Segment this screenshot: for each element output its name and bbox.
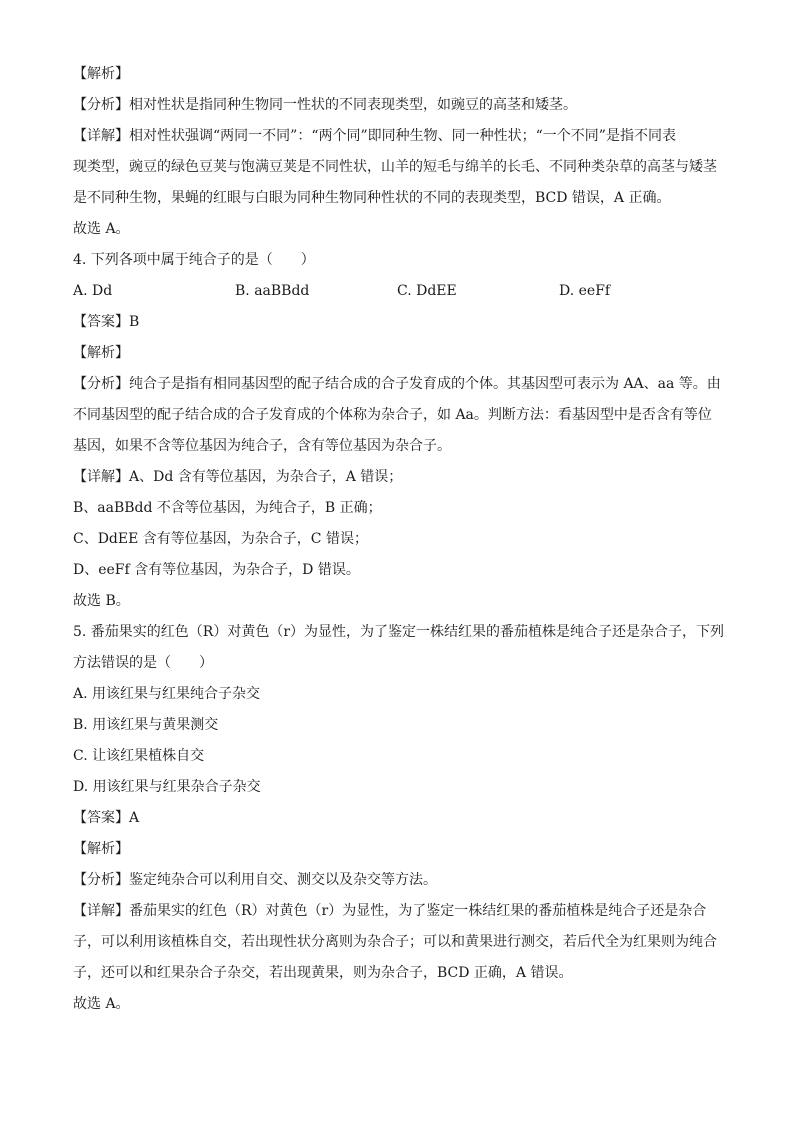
q4-xiangjie-b: B、aaBBdd 不含等位基因，为纯合子，B 正确； bbox=[73, 500, 382, 516]
q5-analysis-heading: 【解析】 bbox=[73, 841, 129, 857]
q4-xiangjie-c: C、DdEE 含有等位基因，为杂合子，C 错误； bbox=[73, 531, 368, 547]
q5-option-c: C. 让该红果植株自交 bbox=[73, 748, 205, 764]
q3-conclusion: 故选 A。 bbox=[73, 221, 130, 237]
q4-xiangjie-d: D、eeFf 含有等位基因，为杂合子，D 错误。 bbox=[73, 562, 360, 578]
q4-answer: 【答案】B bbox=[73, 314, 140, 330]
q3-xiangjie: 【详解】相对性状强调“两同一不同”：“两个同”即同种生物、同一种性状；“一个不同”是指不同表 现类型，豌豆的绿色豆荚与饱满豆荚是不同性状，山羊的短毛与绵羊的长毛、不同种类杂草的高茎与矮茎 是不同种生物，果蝇的红眼与白眼为同种生物同种性状的不同的表现类型，BCD 错误，A 正确。 bbox=[73, 128, 717, 206]
q4-fenxi: 【分析】纯合子是指有相同基因型的配子结合成的合子发育成的个体。其基因型可表示为 AA、aa 等。由 不同基因型的配子结合成的合子发育成的个体称为杂合子，如 Aa。判断方法：看基因型中是否含有等位 基因，如果不含等位基因为纯合子，含有等位基因为杂合子。 bbox=[73, 376, 721, 454]
q4-option-d: D. eeFf bbox=[559, 283, 611, 299]
q4-conclusion: 故选 B。 bbox=[73, 593, 130, 609]
q5-stem-line1: 5. 番茄果实的红色（R）对黄色（r）为显性，为了鉴定一株结红果的番茄植株是纯合子还是杂合子，下列 bbox=[73, 624, 725, 640]
q3-fenxi: 【分析】相对性状是指同种生物同一性状的不同表现类型，如豌豆的高茎和矮茎。 bbox=[73, 97, 577, 113]
q4-option-a: A. Dd bbox=[73, 283, 113, 299]
q4-options bbox=[73, 281, 723, 301]
q4-option-b: B. aaBBdd bbox=[235, 283, 310, 299]
q4-analysis-heading: 【解析】 bbox=[73, 345, 129, 361]
q5-fenxi: 【分析】鉴定纯杂合可以利用自交、测交以及杂交等方法。 bbox=[73, 872, 437, 888]
q4-option-c: C. DdEE bbox=[397, 283, 457, 299]
q5-option-a: A. 用该红果与红果纯合子杂交 bbox=[73, 686, 261, 702]
q4-xiangjie: 【详解】A、Dd 含有等位基因，为杂合子，A 错误； bbox=[73, 469, 403, 485]
q3-analysis-heading: 【解析】 bbox=[73, 66, 129, 82]
q5-xiangjie: 【详解】番茄果实的红色（R）对黄色（r）为显性，为了鉴定一株结红果的番茄植株是纯合子还是杂合 子，可以利用该植株自交，若出现性状分离则为杂合子；可以和黄果进行测交，若后代全为红果则为纯合 子，还可以和红果杂合子杂交，若出现黄果，则为杂合子，BCD 正确，A 错误。 bbox=[73, 903, 717, 981]
q5-options bbox=[73, 684, 723, 797]
document-page bbox=[73, 64, 723, 1025]
q4-stem: 4. 下列各项中属于纯合子的是（ ） bbox=[73, 252, 315, 268]
q5-answer: 【答案】A bbox=[73, 810, 140, 826]
q5-conclusion: 故选 A。 bbox=[73, 996, 130, 1012]
q5-option-b: B. 用该红果与黄果测交 bbox=[73, 717, 219, 733]
q5-option-d: D. 用该红果与红果杂合子杂交 bbox=[73, 779, 261, 795]
q5-stem-line2: 方法错误的是（ ） bbox=[73, 655, 213, 671]
